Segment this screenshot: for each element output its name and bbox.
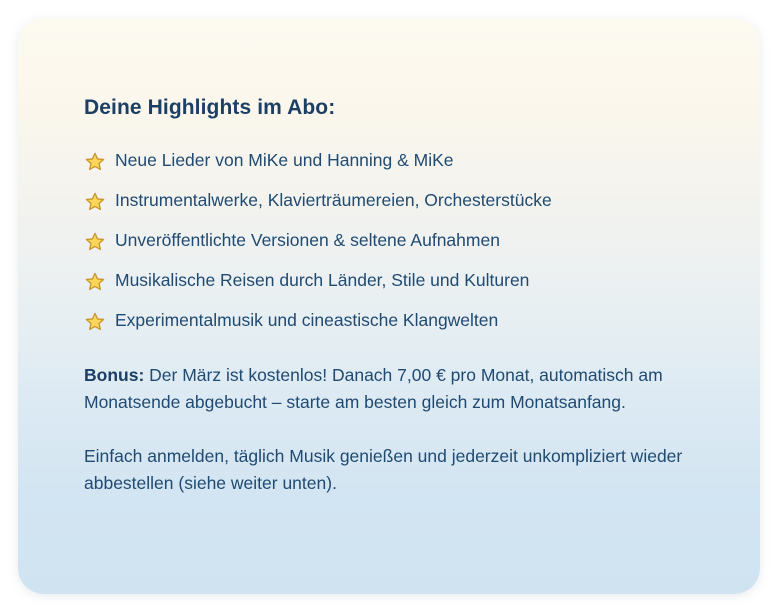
list-item [84, 230, 694, 253]
list-item [84, 150, 694, 173]
highlights-card [18, 18, 760, 594]
highlights-list [84, 150, 694, 333]
page-title: Deine Highlights im Abo: [84, 96, 336, 119]
list-item [84, 270, 694, 293]
star-icon [84, 191, 106, 213]
list-item-label: Neue Lieder von MiKe und Hanning & MiKe [115, 150, 454, 170]
list-item-label: Musikalische Reisen durch Länder, Stile und Kulturen [115, 270, 530, 290]
card-content [18, 18, 760, 496]
list-item-label: Unveröffentlichte Versionen & seltene Aufnahmen [115, 230, 500, 250]
list-item-label: Instrumentalwerke, Klavierträumereien, Orchesterstücke [115, 190, 552, 210]
star-icon [84, 151, 106, 173]
bonus-paragraph [84, 362, 694, 415]
star-icon [84, 311, 106, 333]
list-item-label: Experimentalmusik und cineastische Klangwelten [115, 310, 499, 330]
star-icon [84, 231, 106, 253]
bonus-text: Der März ist kostenlos! Danach 7,00 € pro Monat, automatisch am Monatsende abgebucht – starte am besten gleich zum Monatsanfang. [84, 365, 663, 412]
list-item [84, 310, 694, 333]
note-paragraph: Einfach anmelden, täglich Musik genießen und jederzeit unkompliziert wieder abbestellen (siehe weiter unten). [84, 446, 683, 493]
bonus-label: Bonus: [84, 365, 145, 385]
list-item [84, 190, 694, 213]
star-icon [84, 271, 106, 293]
